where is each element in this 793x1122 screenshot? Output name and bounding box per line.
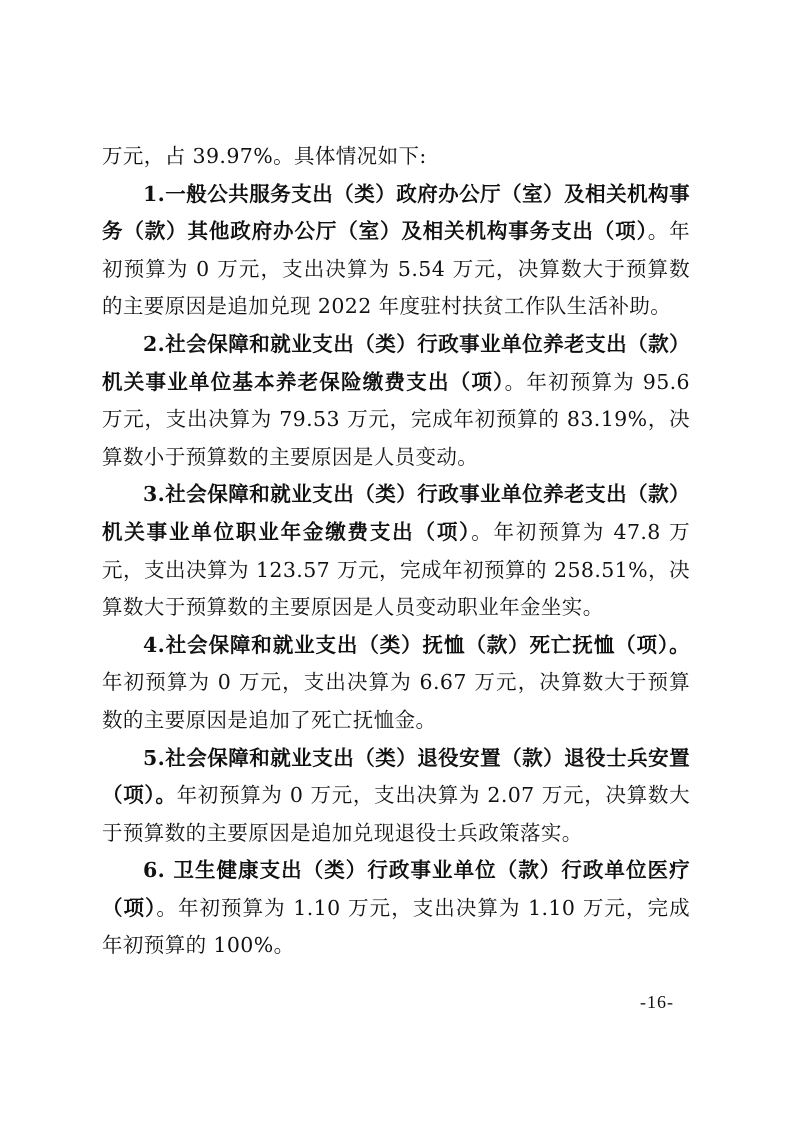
item-5-paragraph (102, 740, 690, 853)
item-4-body: 年初预算为 0 万元，支出决算为 6.67 万元，决算数大于预算数的主要原因是追加了死亡抚恤金。 (102, 670, 690, 732)
item-3-heading: 3.社会保障和就业支出（类）行政事业单位养老支出（款）机关事业单位职业年金缴费支出（项） (102, 482, 690, 544)
item-5-body: 年初预算为 0 万元，支出决算为 2.07 万元，决算数大于预算数的主要原因是追加兑现退役士兵政策落实。 (102, 783, 690, 845)
page-number: -16- (640, 992, 674, 1012)
item-1-heading: 1.一般公共服务支出（类）政府办公厅（室）及相关机构事务（款）其他政府办公厅（室）及相关机构事务支出（项） (102, 181, 690, 244)
item-6-paragraph (102, 852, 690, 965)
item-4-heading: 4.社会保障和就业支出（类）抚恤（款）死亡抚恤（项）。 (143, 632, 690, 657)
item-4-paragraph (102, 627, 690, 740)
item-1-paragraph (102, 176, 690, 326)
item-3-body: 。年初预算为 47.8 万元，支出决算为 123.57 万元，完成年初预算的 258.51%，决算数大于预算数的主要原因是人员变动职业年金坐实。 (102, 519, 690, 620)
intro-paragraph: 万元，占 39.97%。具体情况如下: (102, 144, 427, 168)
item-3-paragraph (102, 476, 690, 626)
item-6-body: 。年初预算为 1.10 万元，支出决算为 1.10 万元，完成年初预算的 100%。 (102, 895, 690, 958)
item-6-heading: 6. 卫生健康支出（类）行政事业单位（款）行政单位医疗（项） (102, 858, 690, 920)
item-5-heading: 5.社会保障和就业支出（类）退役安置（款）退役士兵安置（项）。 (102, 745, 690, 808)
item-2-heading: 2.社会保障和就业支出（类）行政事业单位养老支出（款）机关事业单位基本养老保险缴费支出（项） (102, 331, 690, 394)
item-2-paragraph (102, 326, 690, 476)
item-2-body: 。年初预算为 95.6 万元，支出决算为 79.53 万元，完成年初预算的 83.19%，决算数小于预算数的主要原因是人员变动。 (102, 369, 690, 469)
item-1-body: 。年初预算为 0 万元，支出决算为 5.54 万元，决算数大于预算数的主要原因是追加兑现 2022 年度驻村扶贫工作队生活补助。 (102, 219, 690, 319)
document-body (102, 138, 690, 965)
